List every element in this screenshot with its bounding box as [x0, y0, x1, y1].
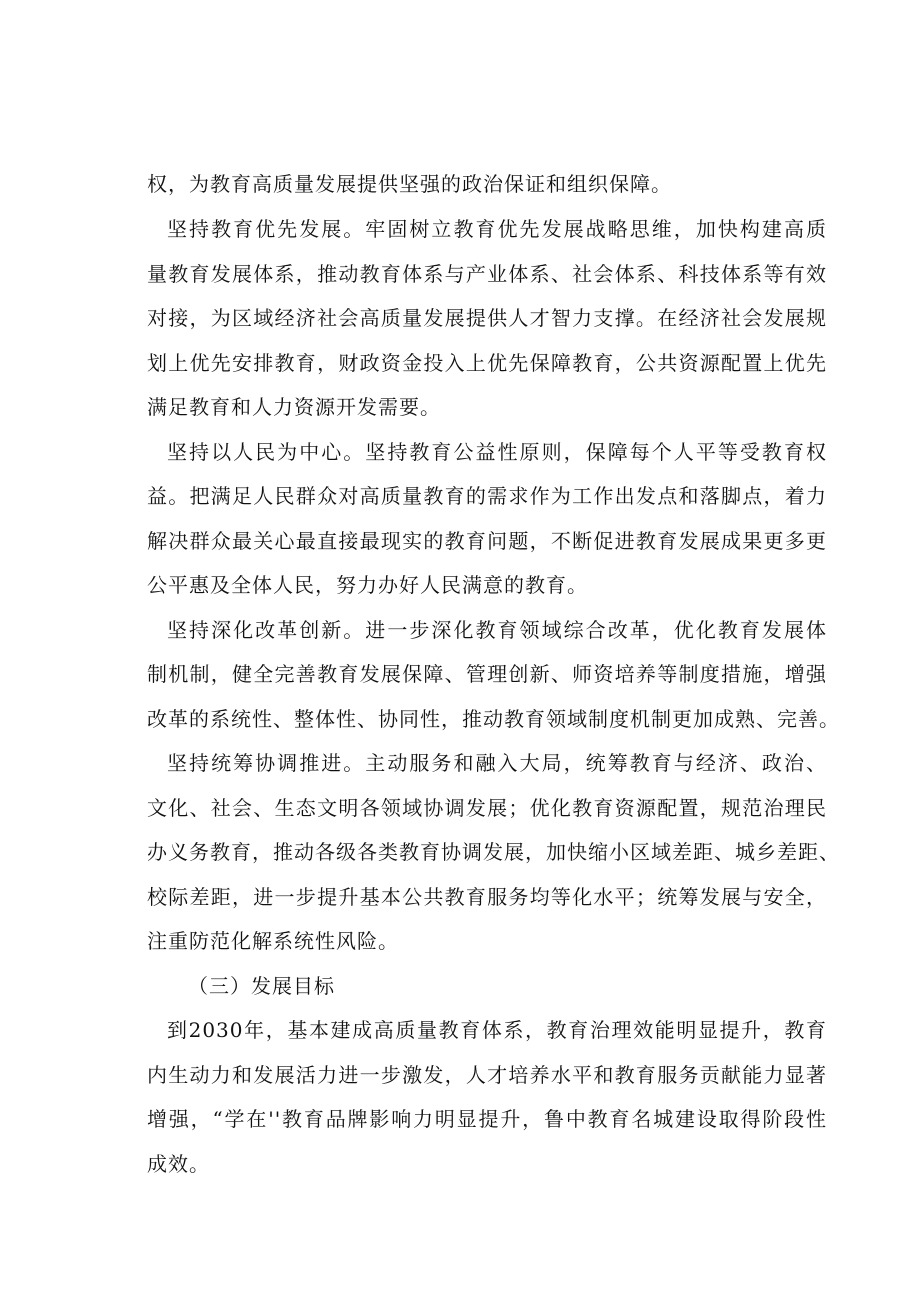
paragraph-line: 坚持统筹协调推进。主动服务和融入大局，统筹教育与经济、政治、	[167, 751, 827, 775]
paragraph-line: 对接，为区域经济社会高质量发展提供人才智力支撑。在经济社会发展规	[147, 306, 827, 330]
paragraph-line: 坚持以人民为中心。坚持教育公益性原则，保障每个人平等受教育权	[167, 440, 827, 464]
paragraph-line: 成效。	[147, 1152, 210, 1176]
paragraph-line: 坚持深化改革创新。进一步深化教育领域综合改革，优化教育发展体	[167, 618, 827, 642]
paragraph-line: 文化、社会、生态文明各领域协调发展；优化教育资源配置，规范治理民	[147, 796, 827, 820]
paragraph-line: 办义务教育，推动各级各类教育协调发展，加快缩小区域差距、城乡差距、	[147, 840, 840, 864]
paragraph-line: 到2030年，基本建成高质量教育体系，教育治理效能明显提升，教育	[167, 1018, 827, 1042]
paragraph-line: 满足教育和人力资源开发需要。	[147, 395, 441, 419]
paragraph-line: 权，为教育高质量发展提供坚强的政治保证和组织保障。	[147, 172, 672, 196]
paragraph-line: 公平惠及全体人民，努力办好人民满意的教育。	[147, 573, 588, 597]
paragraph-line: 制机制，健全完善教育发展保障、管理创新、师资培养等制度措施，增强	[147, 662, 827, 686]
paragraph-line: 量教育发展体系，推动教育体系与产业体系、社会体系、科技体系等有效	[147, 262, 827, 286]
paragraph-line: 改革的系统性、整体性、协同性，推动教育领域制度机制更加成熟、完善。	[147, 707, 840, 731]
paragraph-line: 注重防范化解系统性风险。	[147, 929, 399, 953]
paragraph-line: 益。把满足人民群众对高质量教育的需求作为工作出发点和落脚点，着力	[147, 484, 827, 508]
paragraph-line: 内生动力和发展活力进一步激发，人才培养水平和教育服务贡献能力显著	[147, 1063, 827, 1087]
paragraph-line: 校际差距，进一步提升基本公共教育服务均等化水平；统筹发展与安全，	[147, 885, 827, 909]
paragraph-line: 解决群众最关心最直接最现实的教育问题，不断促进教育发展成果更多更	[147, 529, 827, 553]
paragraph-line: 坚持教育优先发展。牢固树立教育优先发展战略思维，加快构建高质	[167, 217, 827, 241]
paragraph-line: 增强，“学在''教育品牌影响力明显提升，鲁中教育名城建设取得阶段性	[147, 1107, 827, 1131]
section-heading: （三）发展目标	[188, 974, 335, 998]
paragraph-line: 划上优先安排教育，财政资金投入上优先保障教育，公共资源配置上优先	[147, 351, 827, 375]
